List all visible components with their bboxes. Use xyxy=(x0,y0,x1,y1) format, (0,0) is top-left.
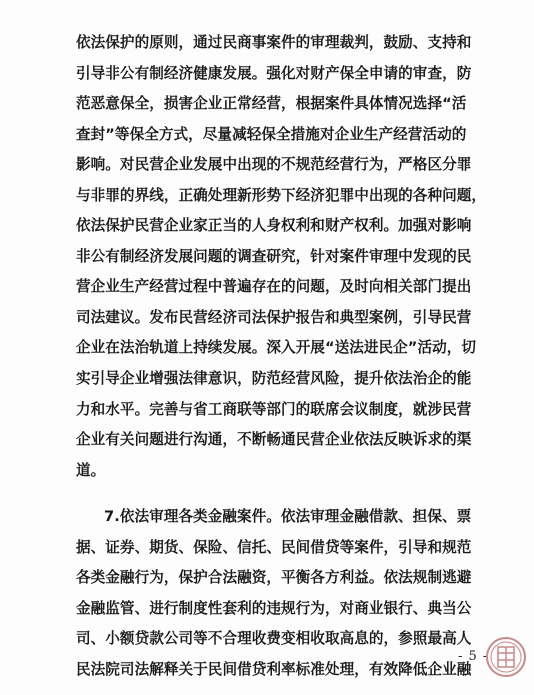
text-line: 查封”等保全方式，尽量减轻保全措施对企业生产经营活动的 xyxy=(76,125,467,143)
paragraph-gap xyxy=(76,486,496,502)
text-line: 依法保护的原则，通过民商事案件的审理裁判，鼓励、支持和 xyxy=(76,34,472,51)
text-line: 各类金融行为，保护合法融资，平衡各方利益。依法规制逃避 xyxy=(76,569,472,587)
text-line: 司、小额贷款公司等不合理收费变相收取高息的，参照最高人 xyxy=(76,630,472,648)
text-line: 7.依法审理各类金融案件。依法审理金融借款、担保、票 xyxy=(104,508,472,526)
seal-stamp-icon xyxy=(485,636,527,678)
text-line: 影响。对民营企业发展中出现的不规范经营行为，严格区分罪 xyxy=(76,156,472,174)
text-line: 司法建议。发布民营经济司法保护报告和典型案例，引导民营 xyxy=(76,308,472,326)
text-line: 力和水平。完善与省工商联等部门的联席会议制度，就涉民营 xyxy=(76,400,472,418)
text-line: 企业有关问题进行沟通，不断畅通民营企业依法反映诉求的渠 xyxy=(76,431,472,449)
page-number: - 5 - xyxy=(458,649,489,664)
text-line: 与非罪的界线，正确处理新形势下经济犯罪中出现的各种问题， xyxy=(76,186,487,204)
text-line: 金融监管、进行制度性套利的违规行为，对商业银行、典当公 xyxy=(76,599,472,617)
text-line: 引导非公有制经济健康发展。强化对财产保全申请的审查，防 xyxy=(76,64,472,82)
text-line: 道。 xyxy=(76,461,106,479)
body-text xyxy=(76,28,496,685)
text-line: 营企业生产经营过程中普遍存在的问题，及时向相关部门提出 xyxy=(76,278,472,296)
text-line: 据、证券、期货、保险、信托、民间借贷等案件，引导和规范 xyxy=(76,538,472,556)
text-line: 实引导企业增强法律意识，防范经营风险，提升依法治企的能 xyxy=(76,370,472,388)
text-line: 依法保护民营企业家正当的人身权利和财产权利。加强对影响 xyxy=(76,217,472,235)
text-line: 民法院司法解释关于民间借贷利率标准处理，有效降低企业融 xyxy=(76,660,472,678)
text-line: 企业在法治轨道上持续发展。深入开展“送法进民企”活动，切 xyxy=(76,339,477,357)
text-line: 范恶意保全，损害企业正常经营，根据案件具体情况选择“活 xyxy=(76,95,467,113)
text-line: 非公有制经济发展问题的调查研究，针对案件审理中发现的民 xyxy=(76,247,472,265)
